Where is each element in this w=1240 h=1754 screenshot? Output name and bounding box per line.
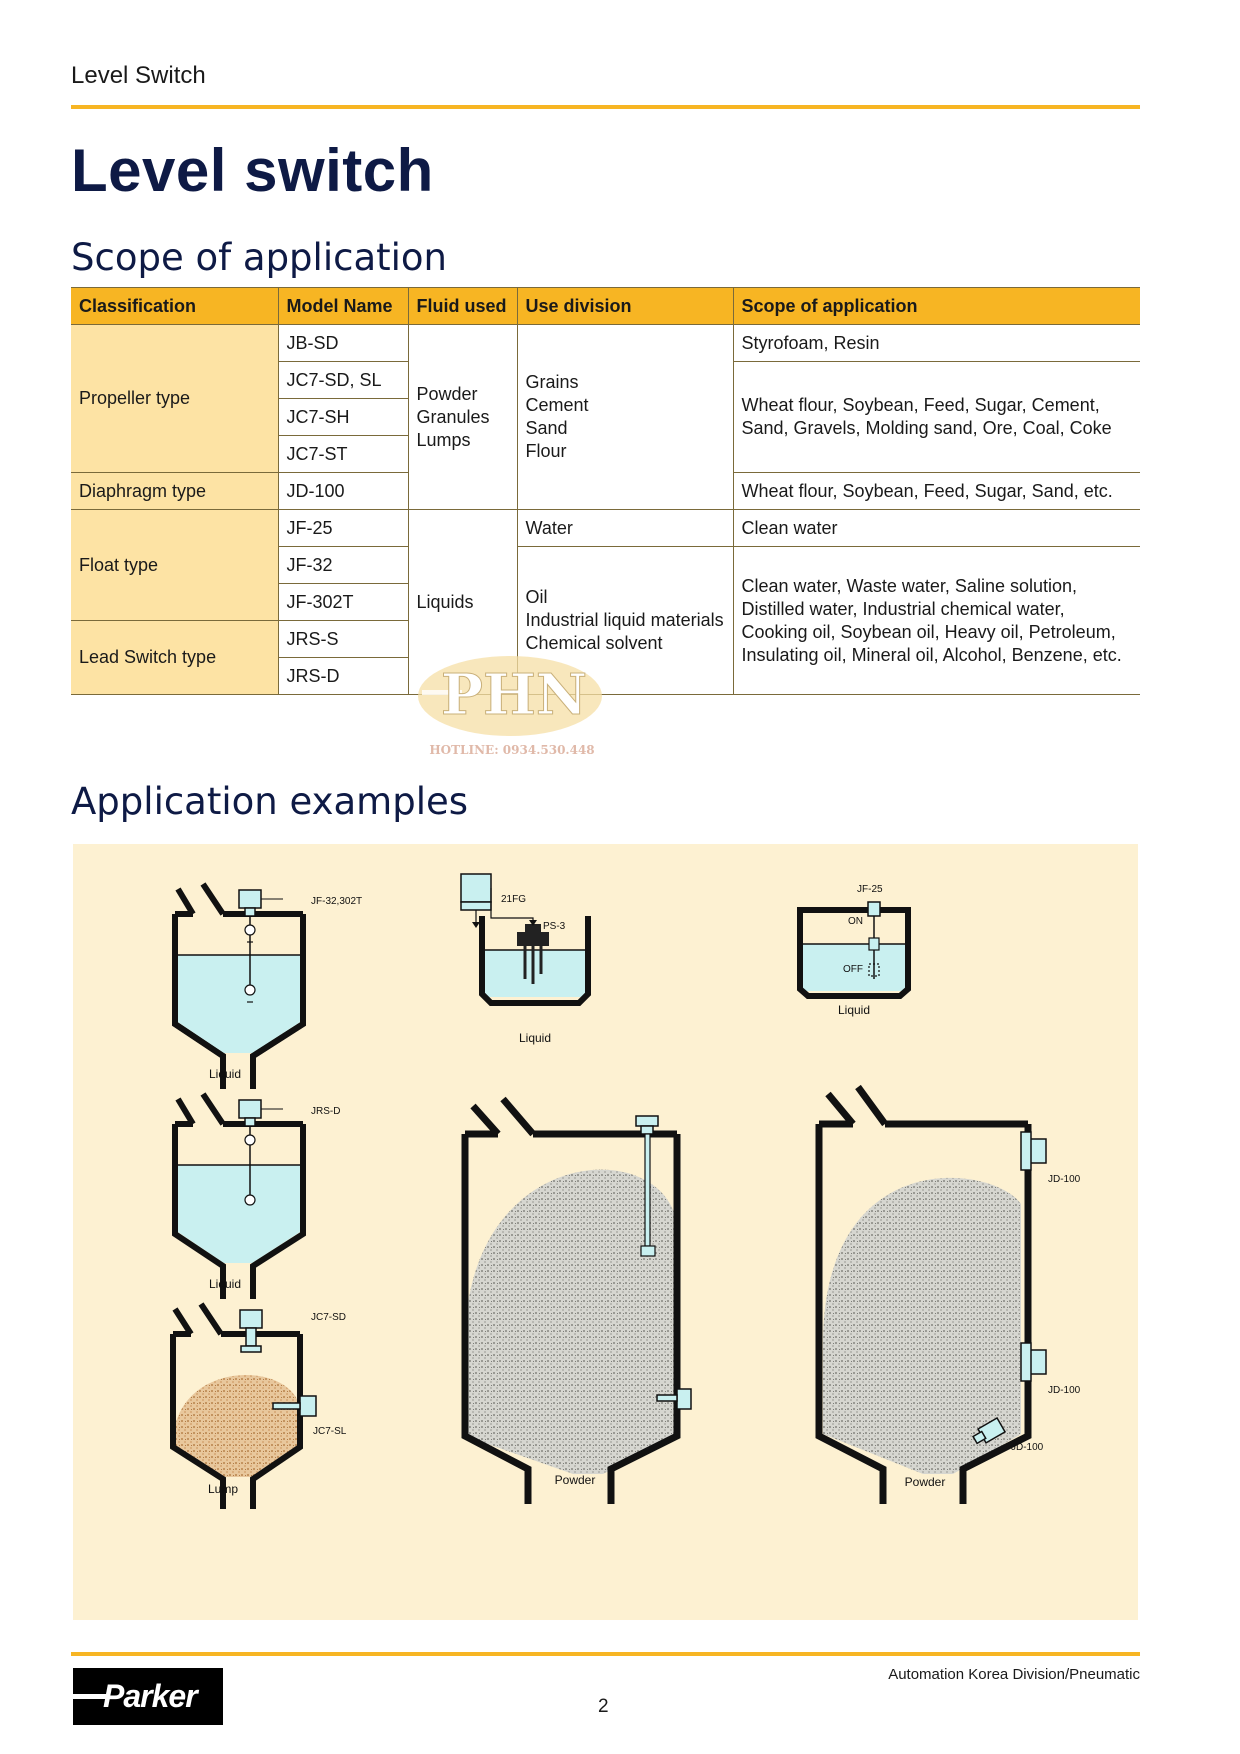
classification-cell: Diaphragm type <box>71 473 278 510</box>
division-cell: Water <box>517 510 733 547</box>
division-line: Grains <box>525 372 579 392</box>
running-header: Level Switch <box>71 62 206 89</box>
model-cell: JF-32 <box>278 547 408 584</box>
division-line: Oil <box>525 587 548 607</box>
diagram-tall-silo-2 <box>819 1087 1081 1504</box>
footer-division: Automation Korea Division/Pneumatic <box>888 1666 1140 1683</box>
page-number: 2 <box>598 1696 609 1717</box>
model-cell: JRS-S <box>278 621 408 658</box>
division-line: Flour <box>525 441 567 461</box>
division-cell <box>517 325 733 510</box>
classification-cell: Propeller type <box>71 325 278 473</box>
diagram-label: 21FG <box>501 894 527 905</box>
diagram-jrsd <box>175 1094 340 1299</box>
fluid-line: Liquids <box>416 591 474 612</box>
division-line: Sand <box>525 418 568 438</box>
model-cell: JC7-SH <box>278 399 408 436</box>
model-cell: JB-SD <box>278 325 408 362</box>
diagram-medium-label: Powder <box>904 1475 946 1489</box>
phn-watermark <box>412 652 612 762</box>
section-heading-scope: Scope of application <box>71 236 447 279</box>
column-header: Classification <box>71 288 278 325</box>
scope-line: Distilled water, Industrial chemical water, <box>741 598 1065 619</box>
column-header: Scope of application <box>733 288 1140 325</box>
scope-cell: Wheat flour, Soybean, Feed, Sugar, Sand, etc. <box>733 473 1140 510</box>
diagram-label: JC7-SD <box>311 1312 347 1323</box>
diagram-label: JC7-SL <box>313 1426 347 1437</box>
scope-line: Insulating oil, Mineral oil, Alcohol, Benzene, etc. <box>741 644 1122 665</box>
scope-cell: Clean water <box>733 510 1140 547</box>
diagram-label: JD-100 <box>1011 1442 1044 1453</box>
logo-text: Parker <box>103 1678 197 1714</box>
application-examples-panel <box>73 844 1138 1620</box>
table-row <box>71 510 1140 547</box>
footer-rule <box>71 1652 1140 1656</box>
diagram-medium-label: Lump <box>207 1482 239 1496</box>
model-cell: JD-100 <box>278 473 408 510</box>
scope-cell <box>733 362 1140 473</box>
diagram-on-label: ON <box>848 916 863 927</box>
classification-cell: Float type <box>71 510 278 621</box>
diagram-jf32 <box>172 884 362 1089</box>
scope-line: Sand, Gravels, Molding sand, Ore, Coal, Coke <box>741 418 1112 438</box>
division-line: Industrial liquid materials <box>525 610 724 630</box>
application-diagrams <box>73 844 1138 1620</box>
header-rule <box>71 105 1140 109</box>
diagram-medium-label: Liquid <box>518 1031 552 1045</box>
watermark-logo-text: PHN <box>440 662 588 728</box>
watermark-hotline: HOTLINE: 0934.530.448 <box>429 743 595 757</box>
scope-line: Wheat flour, Soybean, Feed, Sugar, Cement, <box>741 395 1100 415</box>
column-header: Fluid used <box>408 288 517 325</box>
model-cell: JC7-SD, SL <box>278 362 408 399</box>
diagram-label: JF-25 <box>857 884 883 895</box>
division-line: Chemical solvent <box>525 633 663 653</box>
diagram-jc7 <box>173 1304 347 1509</box>
section-heading-examples: Application examples <box>71 780 469 823</box>
column-header: Model Name <box>278 288 408 325</box>
diagram-medium-label: Liquid <box>208 1277 242 1291</box>
diagram-label: JD-100 <box>1048 1385 1081 1396</box>
diagram-medium-label: Liquid <box>208 1067 242 1081</box>
parker-logo <box>73 1668 223 1725</box>
page-title: Level switch <box>71 137 434 204</box>
fluid-cell <box>408 325 517 510</box>
diagram-jf25 <box>800 884 908 1017</box>
diagram-off-label: OFF <box>843 964 863 975</box>
column-header: Use division <box>517 288 733 325</box>
fluid-line: Powder <box>416 383 478 404</box>
fluid-line: Lumps <box>416 429 471 450</box>
model-cell: JF-302T <box>278 584 408 621</box>
scope-cell: Styrofoam, Resin <box>733 325 1140 362</box>
model-cell: JF-25 <box>278 510 408 547</box>
diagram-21fg <box>461 874 588 1045</box>
model-cell: JRS-D <box>278 658 408 695</box>
table-row <box>71 325 1140 362</box>
diagram-label: JF-32,302T <box>311 896 363 907</box>
table-header-row <box>71 288 1140 325</box>
diagram-label: JD-100 <box>1048 1174 1081 1185</box>
diagram-label: JRS-D <box>311 1106 341 1117</box>
fluid-line: Granules <box>416 406 490 427</box>
model-cell: JC7-ST <box>278 436 408 473</box>
diagram-medium-label: Powder <box>554 1473 596 1487</box>
scope-cell <box>733 547 1140 695</box>
scope-table <box>71 287 1140 695</box>
classification-cell: Lead Switch type <box>71 621 278 695</box>
scope-line: Clean water, Waste water, Saline solution, <box>741 575 1078 596</box>
division-line: Cement <box>525 395 589 415</box>
diagram-tall-silo-1 <box>465 1099 691 1504</box>
diagram-medium-label: Liquid <box>837 1003 871 1017</box>
scope-line: Cooking oil, Soybean oil, Heavy oil, Petroleum, <box>741 621 1116 642</box>
diagram-label: PS-3 <box>543 921 566 932</box>
